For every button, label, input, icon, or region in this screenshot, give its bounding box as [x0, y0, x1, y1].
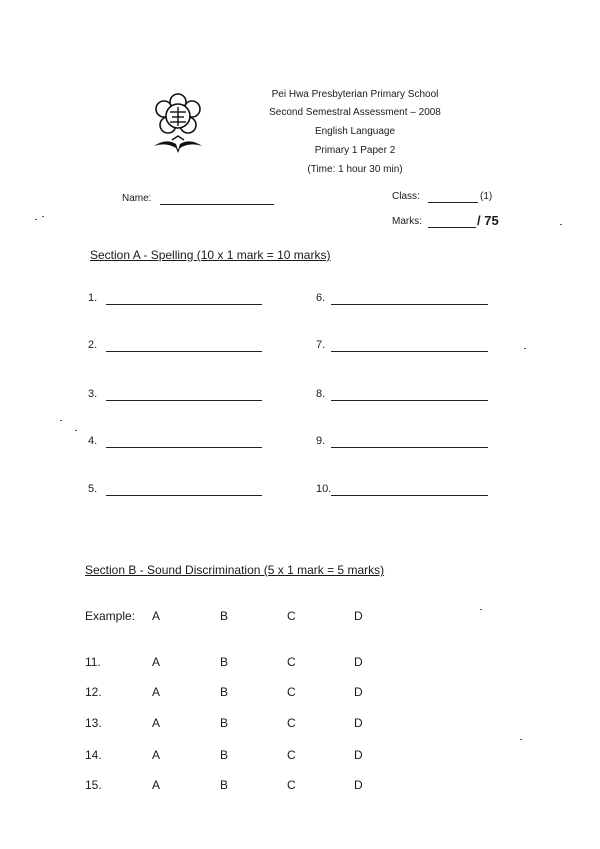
scan-speck	[524, 348, 526, 349]
option-c[interactable]: C	[287, 685, 296, 699]
spelling-item-number: 1.	[88, 292, 98, 304]
section-a-title: Section A - Spelling (10 x 1 mark = 10 marks)	[90, 248, 331, 262]
spelling-answer-line[interactable]	[331, 447, 488, 448]
spelling-item-number: 7.	[316, 339, 326, 351]
spelling-item-number: 5.	[88, 483, 98, 495]
spelling-item-number: 9.	[316, 435, 326, 447]
option-a[interactable]: A	[152, 778, 161, 792]
question-number: 11.	[85, 655, 101, 669]
option-d[interactable]: D	[354, 748, 363, 762]
school-name: Pei Hwa Presbyterian Primary School	[271, 89, 439, 100]
option-d[interactable]: D	[354, 609, 363, 623]
name-field[interactable]	[160, 204, 274, 205]
assessment-title: Second Semestral Assessment – 2008	[269, 107, 441, 118]
marks-field[interactable]	[428, 227, 476, 228]
option-a[interactable]: A	[152, 655, 161, 669]
option-c[interactable]: C	[287, 716, 296, 730]
school-crest-icon	[148, 92, 208, 154]
option-a[interactable]: A	[152, 716, 161, 730]
paper-title: Primary 1 Paper 2	[314, 145, 396, 156]
option-b[interactable]: B	[220, 655, 229, 669]
option-b[interactable]: B	[220, 716, 229, 730]
time-allowed: (Time: 1 hour 30 min)	[307, 164, 403, 175]
question-number: 15.	[85, 778, 102, 792]
option-a[interactable]: A	[152, 685, 161, 699]
option-c[interactable]: C	[287, 748, 296, 762]
subject-title: English Language	[314, 126, 396, 137]
option-c[interactable]: C	[287, 655, 296, 669]
option-d[interactable]: D	[354, 716, 363, 730]
spelling-item-number: 10.	[316, 483, 332, 495]
spelling-answer-line[interactable]	[106, 447, 262, 448]
spelling-item-number: 4.	[88, 435, 98, 447]
scan-speck	[480, 609, 482, 610]
scan-speck	[520, 739, 522, 740]
option-c[interactable]: C	[287, 609, 296, 623]
option-d[interactable]: D	[354, 778, 363, 792]
scan-speck	[75, 430, 77, 431]
spelling-item-number: 8.	[316, 388, 326, 400]
option-b[interactable]: B	[220, 748, 229, 762]
question-number: 13.	[85, 716, 102, 730]
section-b-title: Section B - Sound Discrimination (5 x 1 mark = 5 marks)	[85, 563, 385, 577]
scan-speck	[35, 219, 37, 220]
scan-speck	[42, 216, 44, 217]
spelling-answer-line[interactable]	[106, 495, 262, 496]
name-label: Name:	[122, 193, 152, 204]
scan-speck	[60, 420, 62, 421]
spelling-answer-line[interactable]	[331, 351, 488, 352]
question-number: 14.	[85, 748, 102, 762]
spelling-item-number: 6.	[316, 292, 326, 304]
spelling-answer-line[interactable]	[106, 351, 262, 352]
spelling-answer-line[interactable]	[106, 304, 262, 305]
marks-total: / 75	[477, 213, 499, 228]
option-d[interactable]: D	[354, 655, 363, 669]
spelling-item-number: 3.	[88, 388, 98, 400]
spelling-answer-line[interactable]	[106, 400, 262, 401]
option-b[interactable]: B	[220, 609, 229, 623]
marks-label: Marks:	[392, 216, 422, 227]
question-number: 12.	[85, 685, 102, 699]
class-label: Class:	[392, 191, 420, 202]
option-d[interactable]: D	[354, 685, 363, 699]
spelling-answer-line[interactable]	[331, 495, 488, 496]
scan-speck	[560, 224, 562, 225]
class-field[interactable]	[428, 202, 478, 203]
option-b[interactable]: B	[220, 685, 229, 699]
class-value: (1)	[480, 191, 493, 202]
spelling-item-number: 2.	[88, 339, 98, 351]
spelling-answer-line[interactable]	[331, 400, 488, 401]
option-a[interactable]: A	[152, 609, 161, 623]
option-a[interactable]: A	[152, 748, 161, 762]
spelling-answer-line[interactable]	[331, 304, 488, 305]
option-b[interactable]: B	[220, 778, 229, 792]
option-c[interactable]: C	[287, 778, 296, 792]
example-label: Example:	[85, 609, 136, 623]
